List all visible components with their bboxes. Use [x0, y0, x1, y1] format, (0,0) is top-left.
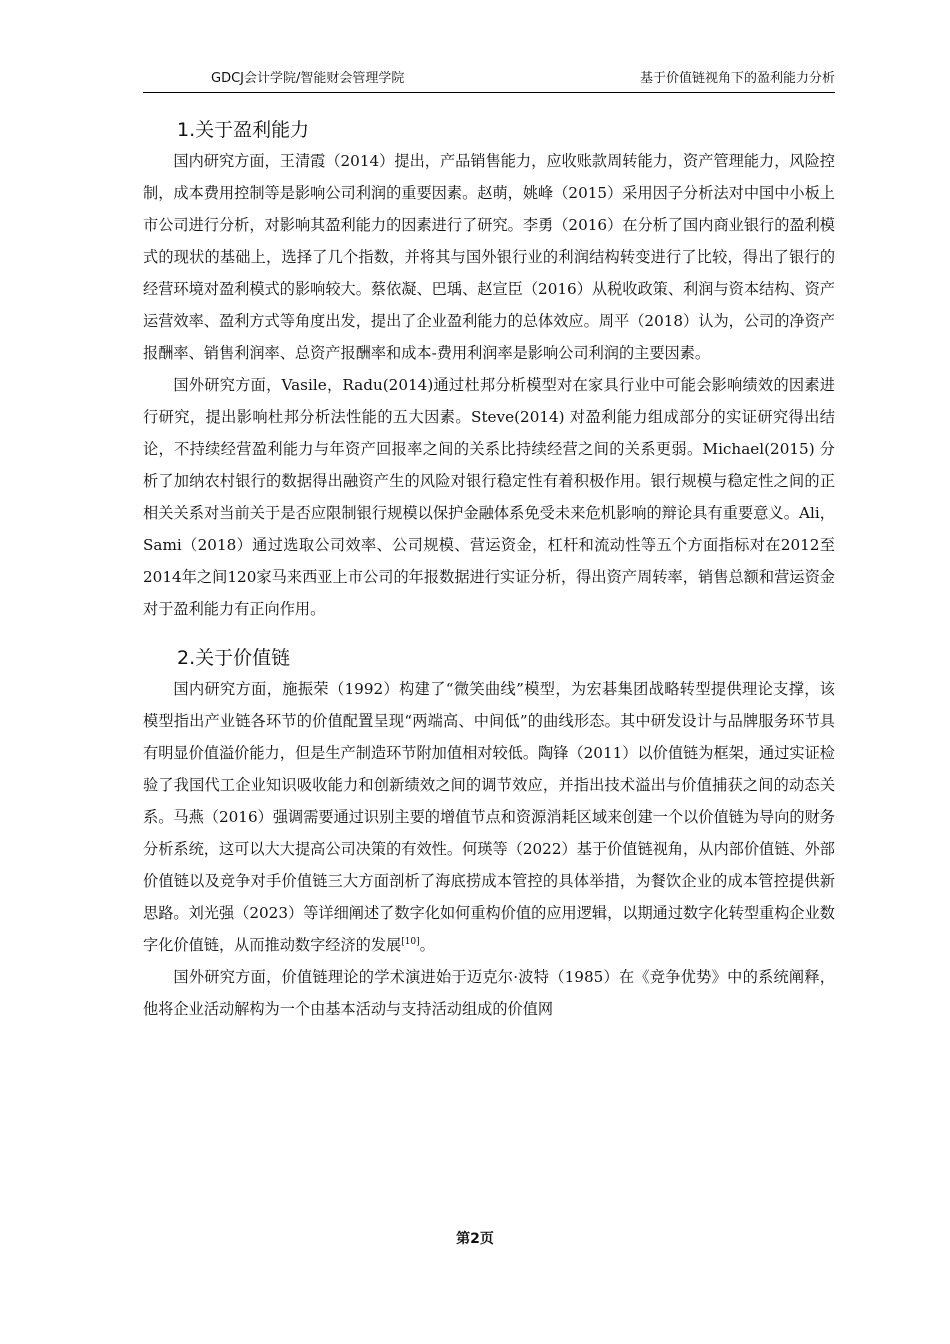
header-right-text: 基于价值链视角下的盈利能力分析 [639, 71, 835, 86]
paragraph-foreign-profitability: 国外研究方面，Vasile，Radu(2014)通过杜邦分析模型对在家具行业中可能会影响绩效的因素进行研究，提出影响杜邦分析法性能的五大因素。Steve(2014) 对盈利能力组成部分的实证研究得出结论，不持续经营盈利能力与年资产回报率之间的关系比持续经营之间的关系更弱。Michael(2015) 分析了加纳农村银行的数据得出融资产生的风险对银行稳定性有着积极作用。银行规模与稳定性之间的正相关关系对当前关于是否应限制银行规模以保护金融体系免受未来危机影响的辩论具有重要意义。Ali，Sami（2018）通过选取公司效率、公司规模、营运资金，杠杆和流动性等五个方面指标对在2012至2014年之间120家马来西亚上市公司的年报数据进行实证分析，得出资产周转率，销售总额和营运资金对于盈利能力有正向作用。 [143, 376, 835, 618]
paragraph-domestic-value-chain-text: 国内研究方面，施振荣（1992）构建了“微笑曲线”模型，为宏碁集团战略转型提供理论支撑，该模型指出产业链各环节的价值配置呈现“两端高、中间低”的曲线形态。其中研发设计与品牌服务环节具有明显价值溢价能力，但是生产制造环节附加值相对较低。陶锋（2011）以价值链为框架，通过实证检验了我国代工企业知识吸收能力和创新绩效之间的调节效应，并指出技术溢出与价值捕获之间的动态关系。马燕（2016）强调需要通过识别主要的增值节点和资源消耗区域来创建一个以价值链为导向的财务分析系统，这可以大大提高公司决策的有效性。何瑛等（2022）基于价值链视角，从内部价值链、外部价值链以及竞争对手价值链三大方面剖析了海底捞成本管控的具体举措，为餐饮企业的成本管控提供新思路。刘光强（2023）等详细阐述了数字化如何重构价值的应用逻辑，以期通过数字化转型重构企业数字化价值链，从而推动数字经济的发展 [143, 680, 835, 954]
header-left-text: GDCJ会计学院/智能财会管理学院 [211, 71, 405, 86]
page-body [143, 115, 835, 1025]
page-number: 第2页 [456, 1231, 494, 1247]
paragraph-domestic-value-chain [143, 673, 835, 961]
page-header [143, 62, 835, 93]
section-title-value-chain: 2.关于价值链 [177, 647, 291, 669]
paragraph-foreign-value-chain: 国外研究方面，价值链理论的学术演进始于迈克尔·波特（1985）在《竞争优势》中的系统阐释，他将企业活动解构为一个由基本活动与支持活动组成的价值网 [143, 968, 835, 1018]
section-title-profitability: 1.关于盈利能力 [177, 119, 310, 141]
paragraph-end-mark: 。 [419, 936, 435, 954]
paragraph-domestic-profitability: 国内研究方面，王清霞（2014）提出，产品销售能力，应收账款周转能力，资产管理能力，风险控制，成本费用控制等是影响公司利润的重要因素。赵萌，姚峰（2015）采用因子分析法对中国中小板上市公司进行分析，对影响其盈利能力的因素进行了研究。李勇（2016）在分析了国内商业银行的盈利模式的现状的基础上，选择了几个指数，并将其与国外银行业的利润结构转变进行了比较，得出了银行的经营环境对盈利模式的影响较大。蔡依凝、巴瑀、赵宣臣（2016）从税收政策、利润与资本结构、资产运营效率、盈利方式等角度出发，提出了企业盈利能力的总体效应。周平（2018）认为，公司的净资产报酬率、销售利润率、总资产报酬率和成本-费用利润率是影响公司利润的主要因素。 [143, 152, 835, 362]
citation-reference: [10] [401, 936, 420, 947]
